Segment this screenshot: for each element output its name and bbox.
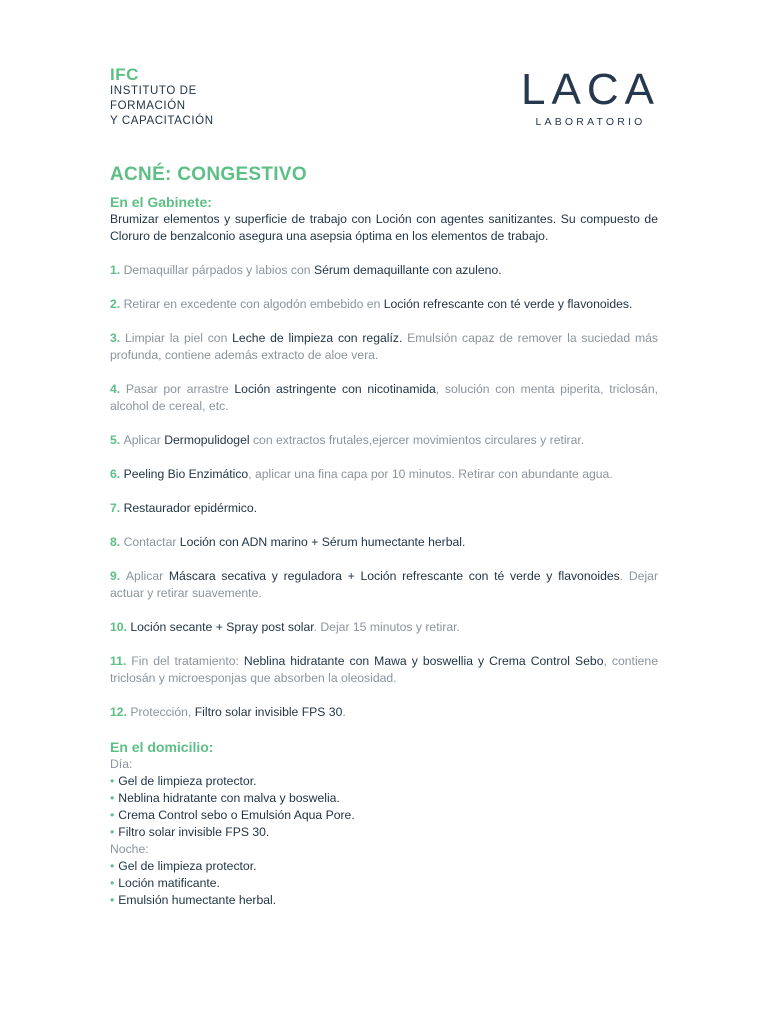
step-text: , contiene triclosán y microesponjas que absorben la oleosidad. [110,654,658,685]
step-8 [110,534,658,551]
step-text: Retirar en excedente con algodón embebido en [123,297,384,311]
step-number: 7. [110,501,124,515]
noche-label: Noche: [110,842,149,856]
noche-item [110,875,658,892]
step-5 [110,432,658,449]
gabinete-intro: Brumizar elementos y superficie de trabajo con Loción con agentes sanitizantes. Su compuesto de Cloruro de benzalconio asegura una asepsia óptima en los elementos de trabajo. [110,212,658,243]
product-name: Loción refrescante con té verde y flavonoides. [383,297,633,311]
bullet-icon: • [110,808,115,822]
step-text: Pasar por arrastre [125,382,235,396]
step-number: 9. [110,569,126,583]
step-text: . Dejar actuar y retirar suavemente. [110,569,659,600]
step-number: 4. [110,382,126,396]
step-text: Protección, [130,705,195,719]
step-7 [110,500,658,517]
step-4 [110,381,658,415]
product-name: Loción astringente con nicotinamida [234,382,436,396]
product-name: Neblina hidratante con Mawa y boswellia y Crema Control Sebo [243,654,604,668]
step-number: 10. [110,620,131,634]
dia-item-text: Gel de limpieza protector. [118,774,257,788]
noche-item-text: Gel de limpieza protector. [118,859,257,873]
steps-list [110,262,658,721]
step-number: 5. [110,433,124,447]
step-10 [110,619,658,636]
step-text: Limpiar la piel con [124,331,233,345]
laca-logo [521,65,660,128]
ifc-line-3: Y CAPACITACIÓN [110,115,214,127]
noche-item-text: Emulsión humectante herbal. [118,893,277,907]
ifc-line-2: FORMACIÓN [110,100,186,112]
step-12 [110,704,658,721]
product-name: Restaurador epidérmico. [123,501,258,515]
step-text: , aplicar una fina capa por 10 minutos. Retirar con abundante agua. [248,467,613,481]
bullet-icon: • [110,859,115,873]
step-9 [110,568,658,602]
product-name: Loción secante + Spray post solar [130,620,314,634]
ifc-acronym: IFC [110,65,139,84]
dia-label: Día: [110,757,133,771]
dia-item-text: Filtro solar invisible FPS 30. [118,825,270,839]
step-text: Aplicar [125,569,169,583]
step-3 [110,330,658,364]
product-name: Dermopulidogel [164,433,250,447]
ifc-logo [110,66,214,129]
page-title: ACNÉ: CONGESTIVO [110,164,307,185]
step-text: Aplicar [123,433,165,447]
step-2 [110,296,658,313]
noche-item-text: Loción matificante. [118,876,220,890]
step-text: con extractos frutales,ejercer movimientos circulares y retirar. [249,433,585,447]
bullet-icon: • [110,791,115,805]
ifc-line-1: INSTITUTO DE [110,85,197,97]
dia-list [110,773,658,841]
noche-item [110,892,658,909]
noche-list [110,858,658,909]
dia-item [110,807,658,824]
product-name: Sérum demaquillante con azuleno. [313,263,502,277]
step-number: 11. [110,654,132,668]
bullet-icon: • [110,774,115,788]
product-name: Peeling Bio Enzimático [123,467,249,481]
product-name: Leche de limpieza con regalíz. [232,331,403,345]
step-number: 12. [110,705,131,719]
step-text: Demaquillar párpados y labios con [123,263,314,277]
step-text: , solución con menta piperita, triclosán, alcohol de cereal, etc. [110,382,658,413]
step-text: Emulsión capaz de remover la suciedad más profunda, contiene además extracto de aloe vera. [110,331,658,362]
gabinete-heading: En el Gabinete: [110,194,212,210]
step-11 [110,653,658,687]
product-name: Filtro solar invisible FPS 30 [194,705,343,719]
noche-item [110,858,658,875]
laca-wordmark: LACA [521,65,660,114]
step-text: Fin del tratamiento: [131,654,244,668]
step-number: 1. [110,263,124,277]
step-text: . [342,705,346,719]
bullet-icon: • [110,876,115,890]
step-text: Contactar [123,535,180,549]
step-6 [110,466,658,483]
step-number: 6. [110,467,124,481]
step-number: 3. [110,331,125,345]
step-text: . Dejar 15 minutos y retirar. [313,620,460,634]
dia-item-text: Crema Control sebo o Emulsión Aqua Pore. [118,808,355,822]
domicilio-heading: En el domicilio: [110,739,214,755]
laca-subtitle: LABORATORIO [535,116,646,128]
step-1 [110,262,658,279]
dia-item-text: Neblina hidratante con malva y boswelia. [118,791,340,805]
product-name: Máscara secativa y reguladora + Loción refrescante con té verde y flavonoides [168,569,620,583]
step-number: 2. [110,297,124,311]
dia-item [110,773,658,790]
dia-item [110,790,658,807]
dia-item [110,824,658,841]
document-body [110,193,658,909]
bullet-icon: • [110,893,115,907]
step-number: 8. [110,535,124,549]
product-name: Loción con ADN marino + Sérum humectante herbal. [179,535,466,549]
bullet-icon: • [110,825,115,839]
